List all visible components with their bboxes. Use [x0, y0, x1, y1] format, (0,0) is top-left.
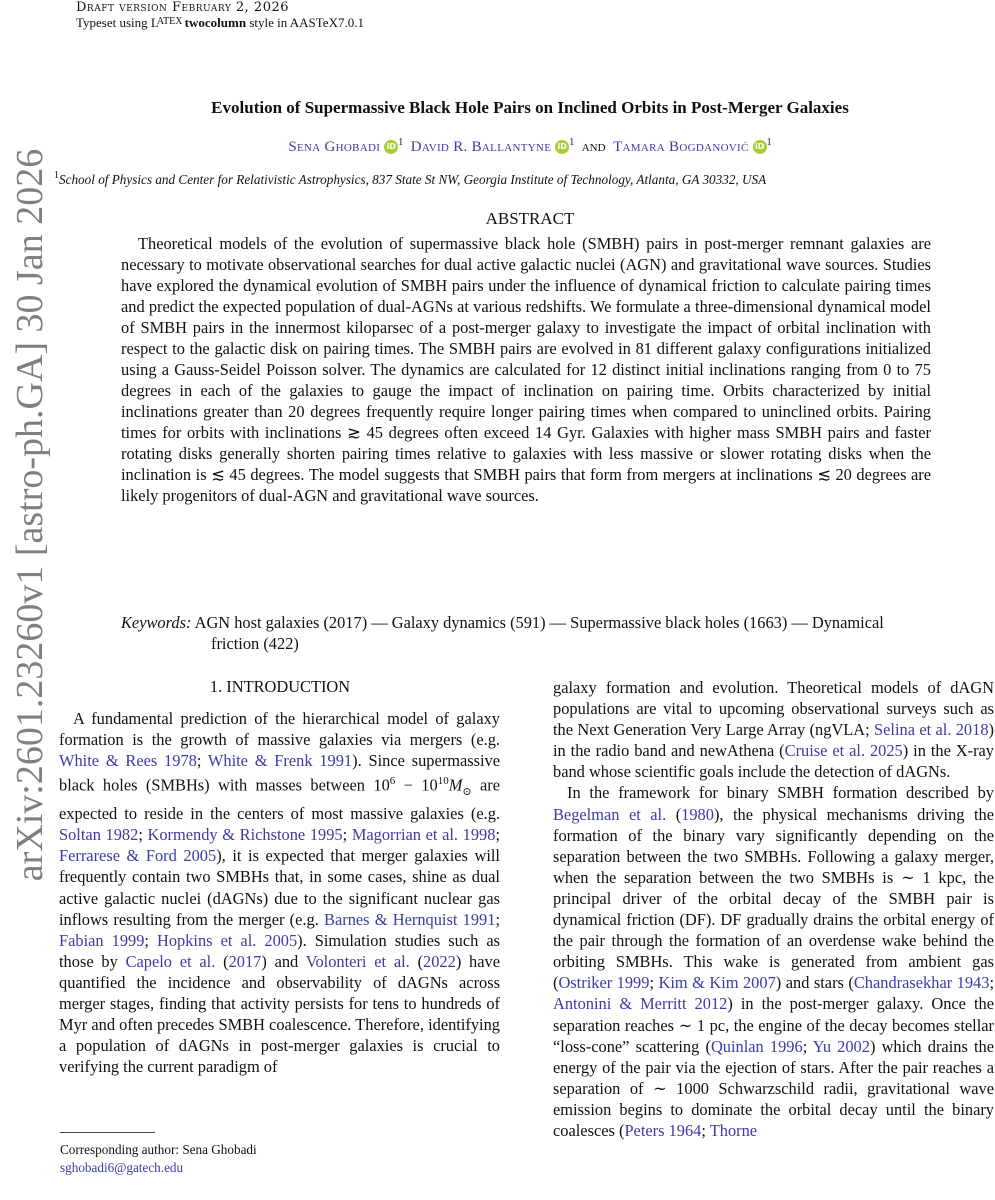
citation-link[interactable]: Soltan 1982 [59, 825, 139, 845]
author-list: Sena Ghobadi iD $^1$ David R. Ballantyne iD $^1$ and Tamara Bogdanović iD $^1$ [288, 137, 772, 155]
citation-link[interactable]: Kormendy & Richstone 1995 [147, 825, 343, 845]
citation-link[interactable]: Antonini & Merritt 2012 [553, 994, 728, 1014]
citation-link[interactable]: 1980 [681, 804, 714, 824]
citation-link[interactable]: Peters 1964 [624, 1120, 702, 1140]
citation-link[interactable]: Quinlan 1996 [710, 1036, 803, 1056]
citation-link[interactable]: Ostriker 1999 [558, 973, 650, 993]
citation-link[interactable]: 2022 [423, 951, 456, 971]
typeset-line: Typeset using $L^{ATEX}$ twocolumn style in AASTeX7.0.1 [76, 15, 364, 30]
footnote-rule [60, 1132, 155, 1133]
citation-link[interactable]: Cruise et al. 2025 [784, 741, 903, 761]
author-link[interactable]: Tamara Bogdanović [613, 139, 749, 155]
citation-link[interactable]: White & Frenk 1991 [207, 751, 353, 771]
draft-version-line: Draft version February 2, 2026 [76, 0, 290, 15]
body-paragraph: In the framework for binary SMBH formation described by Begelman et al. (1980), the physical mechanisms driving the formation of the binary vary significantly depending on the separation between the two SMBHs. Following a galaxy merger, when the separation between the two SMBHs is ∼ 1 kpc, the principal driver of the orbital decay of the SMBH pair is dynamical friction (DF). DF gradually drains the orbital energy of the pair through the formation of an overdense wake behind the orbiting SMBHs. This wake is generated from ambient gas (Ostriker 1999; Kim & Kim 2007) and stars (Chandrasekhar 1943; Antonini & Merritt 2012) in the post-merger galaxy. Once the separation reaches ∼ 1 pc, the engine of the decay becomes stellar “loss-cone” scattering (Quinlan 1996; Yu 2002) which drains the energy of the pair via the ejection of stars. After the pair reaches a separation of ∼ 1000 Schwarzschild radii, gravitational wave emission begins to dominate the orbital decay until the binary coalesces (Peters 1964; Thorne [553, 783, 995, 1140]
email-link[interactable]: sghobadi6@gatech.edu [60, 1160, 184, 1175]
citation-link[interactable]: Capelo et al. [125, 951, 216, 971]
body-column-left [59, 708, 500, 1077]
section-heading: 1. INTRODUCTION [209, 677, 351, 696]
keywords: Keywords: AGN host galaxies (2017) — Galaxy dynamics (591) — Supermassive black holes (1663) — Dynamical friction (422) [121, 613, 884, 653]
orcid-icon[interactable]: iD [384, 140, 398, 154]
orcid-icon[interactable]: iD [555, 140, 569, 154]
orcid-icon[interactable]: iD [753, 140, 767, 154]
citation-link[interactable]: Thorne [709, 1120, 758, 1140]
author-link[interactable]: David R. Ballantyne [410, 139, 552, 155]
citation-link[interactable]: Hopkins et al. 2005 [157, 930, 298, 950]
body-paragraph: galaxy formation and evolution. Theoretical models of dAGN populations are vital to upcoming observational surveys such as the Next Generation Very Large Array (ngVLA; Selina et al. 2018) in the radio band and newAthena (Cruise et al. 2025) in the X-ray band whose scientific goals include the detection of dAGNs. [553, 678, 995, 782]
citation-link[interactable]: White & Rees 1978 [59, 751, 197, 771]
citation-link[interactable]: Yu 2002 [812, 1036, 870, 1056]
body-paragraph: A fundamental prediction of the hierarchical model of galaxy formation is the growth of massive galaxies via mergers (e.g. White & Rees 1978; White & Frenk 1991). Since supermassive black holes (SMBHs) with masses between $10^6 - 10^{10}M_⊙$ are expected to reside in the centers of most massive galaxies (e.g. Soltan 1982; Kormendy & Richstone 1995; Magorrian et al. 1998; Ferrarese & Ford 2005), it is expected that merger galaxies will frequently contain two SMBHs that, in some cases, shine as dual active galactic nuclei (dAGNs) due to the significant nuclear gas inflows resulting from the merger (e.g. Barnes & Hernquist 1991; Fabian 1999; Hopkins et al. 2005). Simulation studies such as those by Capelo et al. (2017) and Volonteri et al. (2022) have quantified the incidence and observability of dAGNs across merger stages, finding that activity persists for tens to hundreds of Myr and often precedes SMBH coalescence. Therefore, identifying a population of dAGNs in post-merger galaxies is crucial to verifying the current paradigm of [59, 709, 500, 1077]
abstract-text: Theoretical models of the evolution of supermassive black hole (SMBH) pairs in post-merger remnant galaxies are necessary to motivate observational searches for dual active galactic nuclei (AGN) and gravitational wave sources. Studies have explored the dynamical evolution of SMBH pairs under the influence of dynamical friction to calculate pairing times and predict the expected population of dual-AGNs at various redshifts. We formulate a three-dimensional dynamical model of SMBH pairs in the innermost kiloparsec of a post-merger galaxy to investigate the impact of orbital inclination with respect to the galactic disk on pairing times. The SMBH pairs are evolved in 81 different galaxy configurations initialized using a Gauss-Seidel Poisson solver. The dynamics are calculated for 12 distinct initial inclinations ranging from 0 to 75 degrees in each of the galaxies to gauge the impact of inclination on pairing time. Orbits characterized by initial inclinations greater than 20 degrees frequently require longer pairing times when compared to uninclined orbits. Pairing times for orbits with inclinations ≳ 45 degrees often exceed 14 Gyr. Galaxies with higher mass SMBH pairs and faster rotating disks generally shorten pairing times relative to galaxies with less massive or slower rotating disks when the inclination is ≲ 45 degrees. The model suggests that SMBH pairs that form from mergers at inclinations ≲ 20 degrees are likely progenitors of dual-AGN and gravitational wave sources. [121, 234, 931, 505]
citation-link[interactable]: Volonteri et al. [305, 951, 410, 971]
author-link[interactable]: Sena Ghobadi [288, 139, 381, 155]
affiliation: $^1$School of Physics and Center for Relativistic Astrophysics, 837 State St NW, Georgia Institute of Technology, Atlanta, GA 30332, USA [54, 170, 767, 187]
citation-link[interactable]: Kim & Kim 2007 [658, 973, 776, 993]
citation-link[interactable]: Fabian 1999 [59, 930, 145, 950]
citation-link[interactable]: Barnes & Hernquist 1991 [324, 909, 496, 929]
body-column-right [553, 677, 994, 1141]
citation-link[interactable]: Ferrarese & Ford 2005 [59, 846, 217, 866]
citation-link[interactable]: Selina et al. 2018 [874, 720, 989, 740]
paper-title: Evolution of Supermassive Black Hole Pairs on Inclined Orbits in Post-Merger Galaxies [211, 98, 849, 117]
citation-link[interactable]: Magorrian et al. 1998 [351, 825, 496, 845]
arxiv-stamp: arXiv:2601.23260v1 [astro-ph.GA] 30 Jan 2026 [9, 148, 51, 882]
citation-link[interactable]: Chandrasekhar 1943 [853, 973, 990, 993]
abstract-heading: ABSTRACT [485, 209, 575, 228]
citation-link[interactable]: Begelman et al. [553, 804, 667, 824]
corresponding-author: Corresponding author: Sena Ghobadi [60, 1142, 257, 1157]
citation-link[interactable]: 2017 [228, 951, 262, 971]
